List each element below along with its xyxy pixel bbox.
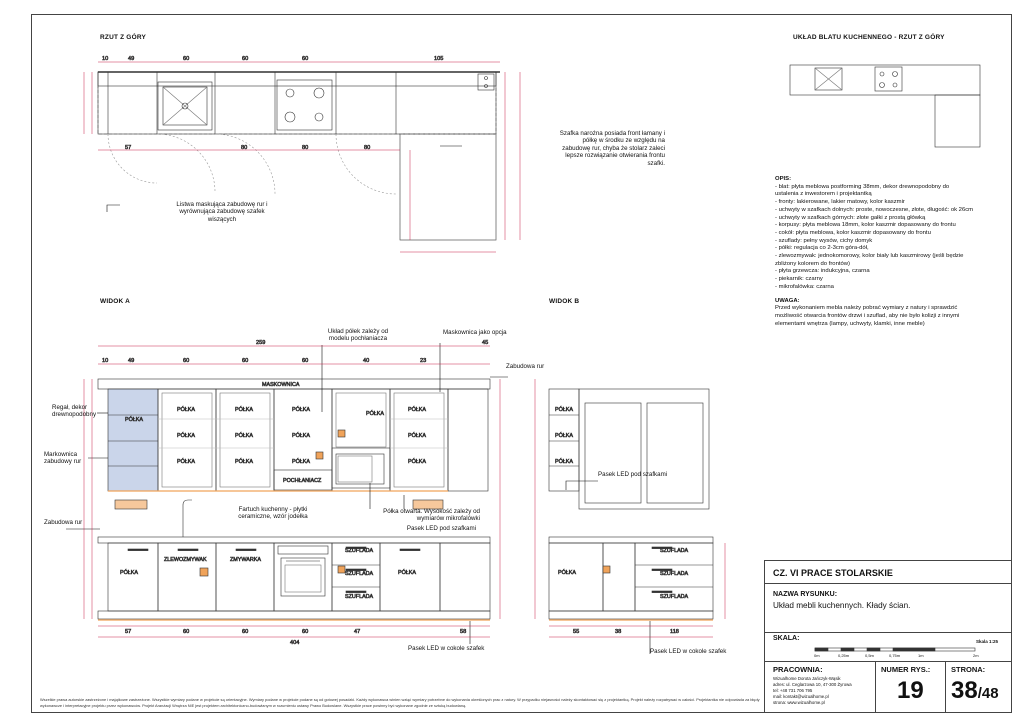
scale-tick: 0,5m xyxy=(865,653,874,658)
countertop-edge xyxy=(98,72,496,86)
desc-line: - mikrofalówka: czarna xyxy=(775,283,834,290)
led-under-note-a: Pasek LED pod szafkami xyxy=(406,525,476,532)
note-line: Przed wykonaniem mebla należy pobrać wymiary z natury i sprawdzić xyxy=(775,305,958,312)
desc-line: - korpusy: płyta meblowa 18mm, kolor kaszmir dopasowany do frontu xyxy=(775,222,956,229)
desc-line: - uchwyty w szafkach górnych: złote gałki z prostą główką xyxy=(775,214,926,221)
section-title-view-b: WIDOK B xyxy=(549,298,580,305)
vb-dim-3: 118 xyxy=(670,629,679,635)
desc-line: zbliżony kolorem do frontów) xyxy=(775,260,850,267)
description-block xyxy=(775,176,990,328)
page-number xyxy=(951,677,999,705)
note-heading: UWAGA: xyxy=(775,297,800,304)
va-dim-5: 60 xyxy=(302,358,309,364)
worktop xyxy=(98,537,490,543)
desc-line: - zlewozmywak: jednokomorowy, kolor biały lub kaszmirowy (jeśli będzie xyxy=(775,253,964,260)
vb-shelf-1: PÓŁKA xyxy=(555,407,573,413)
led-under-note-b: Pasek LED pod szafkami xyxy=(598,471,668,478)
scale-label: SKALA: xyxy=(773,635,800,642)
upper-cab-3 xyxy=(274,389,332,491)
hood-label: POCHŁANIACZ xyxy=(283,478,322,484)
top-dim-4: 60 xyxy=(242,56,249,62)
vb-base-1 xyxy=(549,543,603,611)
hob-outline xyxy=(277,80,332,130)
desc-line: - szuflady: pełny wysów, cichy domyk xyxy=(775,237,873,244)
desc-line: - blat: płyta meblowa postforming 38mm, dekor drewnopodobny do xyxy=(775,183,950,190)
va-bdim-6: 58 xyxy=(460,629,467,635)
upper-cab-2 xyxy=(216,389,274,491)
scale-tick: 0,25m xyxy=(838,653,850,658)
top-view-dimensions xyxy=(84,62,520,252)
pipes-left-note: Zabudowa rur xyxy=(44,519,83,526)
chapter-title: CZ. VI PRACE STOLARSKIE xyxy=(773,568,893,578)
vb-window-left xyxy=(585,403,641,503)
mask-pipes-note: Markownica zabudowy rur xyxy=(44,451,82,466)
scale-tick: 2m xyxy=(973,653,979,658)
va-bdim-5: 47 xyxy=(354,629,361,635)
rack-cabinet xyxy=(108,389,158,491)
top-dim-low-4: 80 xyxy=(364,145,371,151)
view-b-labels xyxy=(555,406,689,635)
va-bdim-3: 60 xyxy=(242,629,249,635)
scale-tick: 1m xyxy=(918,653,924,658)
va-bdim-2: 60 xyxy=(183,629,190,635)
studio-line: Wizualhome Dorota Jańczyk-Wąsik xyxy=(773,676,841,681)
page-current: 38 xyxy=(951,677,978,704)
countertop-plan xyxy=(790,65,980,147)
vb-drawer-3: SZUFLADA xyxy=(660,594,689,600)
description-heading: OPIS: xyxy=(775,176,792,182)
drawing-number: 19 xyxy=(897,677,924,704)
studio-line: adres: ul. Ceglarzowa 10, 47-300 Żyrowa xyxy=(773,682,852,687)
vb-plinth xyxy=(549,611,713,619)
shelf-label-7: PÓŁKA xyxy=(292,407,310,413)
vb-dim-1: 55 xyxy=(573,629,580,635)
page-total: /48 xyxy=(977,685,999,702)
desc-line: - półki: regulacja co 2-3cm góra-dół, xyxy=(775,245,869,252)
vb-base-2 xyxy=(603,543,635,611)
studio-line: mail: kontakt@wizualhome.pl xyxy=(773,694,829,699)
vb-drawer-1: SZUFLADA xyxy=(660,548,689,554)
va-bdim-total: 404 xyxy=(290,640,300,646)
view-b-dimension-lines xyxy=(535,379,725,637)
scale-tick: 0,75m xyxy=(889,653,901,658)
scale-value: Skala 1:25 xyxy=(976,639,999,644)
pipes-left xyxy=(448,389,488,491)
base-cab-pipes xyxy=(440,543,490,611)
drawing-name-label: NAZWA RYSUNKU: xyxy=(773,591,838,598)
vb-drawer-2: SZUFLADA xyxy=(660,571,689,577)
footer-disclaimer: Wszelkie prawa autorskie zastrzeżone i majątkowe zastrzeżone. Wszystkie wymiary podane w projekcie są orientacyjne. Wymiary podane w projekcie podane są od gotowej posadzki. Każdy wykonawca winien wziąć wymiary potrzebne do wykonania określonych prac z natury. W przypadku niejasności należy skontaktować się z projektantką. Projekt należy rozpatrywać w całości. Projektantka nie odpowiada za błędy wykonawcze i interpretacyjne projektu przez wykonawców. Projekt Aranżacji Wnętrza NIE jest projektem architektoniczno-budowlanym w rozumieniu ustawy Prawo Budowlane. Wszystkie prace powinny być wykonane zgodnie ze sztuką budowlaną. xyxy=(40,697,760,708)
desc-line: ustalenia z inwestorem i projektantką xyxy=(775,191,872,198)
studio-line: tel: +48 731 706 795 xyxy=(773,688,813,693)
led-plinth-note-b: Pasek LED w cokole szafek xyxy=(650,648,727,655)
upper-cab-4 xyxy=(332,389,390,491)
top-dim-2: 49 xyxy=(128,56,135,62)
base-cab-1 xyxy=(108,543,158,611)
hob-front xyxy=(278,546,328,554)
studio-info xyxy=(773,676,852,706)
sink-label: ZLEWOZMYWAK xyxy=(164,557,207,563)
va-dim-3: 60 xyxy=(183,358,190,364)
section-title-top-view: RZUT Z GÓRY xyxy=(100,34,147,41)
vb-worktop xyxy=(549,537,713,543)
upper-cab-5 xyxy=(390,389,448,491)
base-cab-dishwasher xyxy=(216,543,274,611)
top-dims-labels xyxy=(102,56,443,151)
mask-option-note: Maskownica jako opcja xyxy=(443,329,507,336)
shelf-label-9: PÓŁKA xyxy=(292,459,310,465)
desc-line: - piekarnik: czarny xyxy=(775,276,823,283)
masking-strip-note: Listwa maskująca zabudowę rur i wyrównująca zabudowę szafek wiszących xyxy=(176,201,268,223)
note-line: możliwość otwarcia frontów drzwi i szuflad, aby nie było kolizji z innymi xyxy=(775,312,960,319)
shelf-label-8: PÓŁKA xyxy=(292,433,310,439)
microwave xyxy=(336,454,384,484)
base-cab-corner xyxy=(380,543,440,611)
desc-line: - uchwyty w szafkach dolnych: proste, nowoczesne, złote, długość: ok 26cm xyxy=(775,206,974,213)
view-a-elevation xyxy=(66,343,508,644)
vb-shelf-2: PÓŁKA xyxy=(555,433,573,439)
vb-shelf-3: PÓŁKA xyxy=(555,459,573,465)
base-cab-sink xyxy=(158,543,216,611)
vb-window-frame xyxy=(579,389,709,509)
shelf-label-13: PÓŁKA xyxy=(408,459,426,465)
base-cabinets-outline xyxy=(98,72,496,134)
corner-cabinet xyxy=(400,134,496,240)
va-dim-6: 40 xyxy=(363,358,370,364)
top-dim-5: 60 xyxy=(302,56,309,62)
masking-label: MASKOWNICA xyxy=(262,382,300,388)
va-bdim-1: 57 xyxy=(125,629,132,635)
drawer-label-1: SZUFLADA xyxy=(345,548,374,554)
studio-line: strona: www.wizualhome.pl xyxy=(773,700,825,705)
top-dim-1: 10 xyxy=(102,56,109,62)
plinth xyxy=(98,611,490,619)
drawing-name: Układ mebli kuchennych. Kłady ścian. xyxy=(773,601,911,610)
view-b-elevation xyxy=(549,389,713,654)
rack-note: Regał, dekor drewnopodobny xyxy=(52,404,97,419)
shelves-layout-note: Układ półek zależy od modelu pochłaniacza xyxy=(327,328,389,343)
va-dim-2: 49 xyxy=(128,358,135,364)
shelf-label-2: PÓŁKA xyxy=(177,433,195,439)
apron-note: Fartuch kuchenny - płytki ceramiczne, wzór jodełka xyxy=(238,506,308,521)
dishwasher-label: ZMYWARKA xyxy=(230,557,261,563)
va-dim-1: 10 xyxy=(102,358,109,364)
base-cab-oven xyxy=(274,543,332,611)
drawer-label-2: SZUFLADA xyxy=(345,571,374,577)
shelf-label-12: PÓŁKA xyxy=(408,433,426,439)
top-dim-low-2: 80 xyxy=(241,145,248,151)
shelf-label-1: PÓŁKA xyxy=(177,407,195,413)
va-dim-4: 60 xyxy=(242,358,249,364)
shelf-label-4: PÓŁKA xyxy=(235,407,253,413)
socket-left xyxy=(115,500,147,509)
desc-line: - cokół: płyta meblowa, kolor kaszmir dopasowany do frontu xyxy=(775,229,931,236)
pipes-right-note: Zabudowa rur xyxy=(506,363,545,370)
scale-tick: 0m xyxy=(814,653,820,658)
vb-window-right xyxy=(647,403,703,503)
desc-line: - płyta grzewcza: indukcyjna, czarna xyxy=(775,268,870,275)
top-dim-low-3: 80 xyxy=(302,145,309,151)
oven xyxy=(281,558,325,596)
vb-upper-cab xyxy=(549,389,579,491)
base-shelf-label-2: PÓŁKA xyxy=(398,570,416,576)
page-label: STRONA: xyxy=(951,665,986,674)
base-shelf-label-1: PÓŁKA xyxy=(120,570,138,576)
upper-cab-1 xyxy=(158,389,216,491)
shelf-label-5: PÓŁKA xyxy=(235,433,253,439)
rack-shelf-label: PÓŁKA xyxy=(125,417,143,423)
top-dim-3: 60 xyxy=(183,56,190,62)
va-dim-7: 23 xyxy=(420,358,427,364)
note-line: elementami wnętrza (lampy, uchwyty, klamki, inne meble) xyxy=(775,320,925,327)
upper-cabinets-outline xyxy=(98,86,496,134)
section-title-countertop: UKŁAD BLATU KUCHENNEGO - RZUT Z GÓRY xyxy=(793,34,945,41)
number-label: NUMER RYS.: xyxy=(881,665,931,674)
drawer-label-3: SZUFLADA xyxy=(345,594,374,600)
open-shelf-note: Półka otwarta. Wysokość zależy od wymiarów mikrofalówki xyxy=(383,508,480,523)
corner-cabinet-note: Szafka narożna posiada front łamany i półkę w środku ze względu na zabudowę rur, chyba że stolarz zaleci lepsze rozwiązanie otwierania frontu szafki. xyxy=(559,130,665,167)
shelf-label-3: PÓŁKA xyxy=(177,459,195,465)
shelf-label-11: PÓŁKA xyxy=(408,407,426,413)
title-block xyxy=(764,560,1012,713)
vb-shelf-4: PÓŁKA xyxy=(558,570,576,576)
led-plinth-note-a: Pasek LED w cokole szafek xyxy=(408,645,485,652)
section-title-view-a: WIDOK A xyxy=(100,298,131,305)
desc-line: - fronty: lakierowane, lakier matowy, kolor kaszmir xyxy=(775,199,905,206)
vb-dim-2: 38 xyxy=(615,629,622,635)
top-view-plan xyxy=(98,72,500,240)
va-bdim-4: 60 xyxy=(302,629,309,635)
shelf-label-10: PÓŁKA xyxy=(366,411,384,417)
top-dim-6: 105 xyxy=(434,56,444,62)
top-dim-low-1: 57 xyxy=(125,145,132,151)
va-dim-total: 259 xyxy=(256,340,266,346)
studio-label: PRACOWNIA: xyxy=(773,665,823,674)
va-dim-right: 45 xyxy=(482,340,489,346)
shelf-label-6: PÓŁKA xyxy=(235,459,253,465)
